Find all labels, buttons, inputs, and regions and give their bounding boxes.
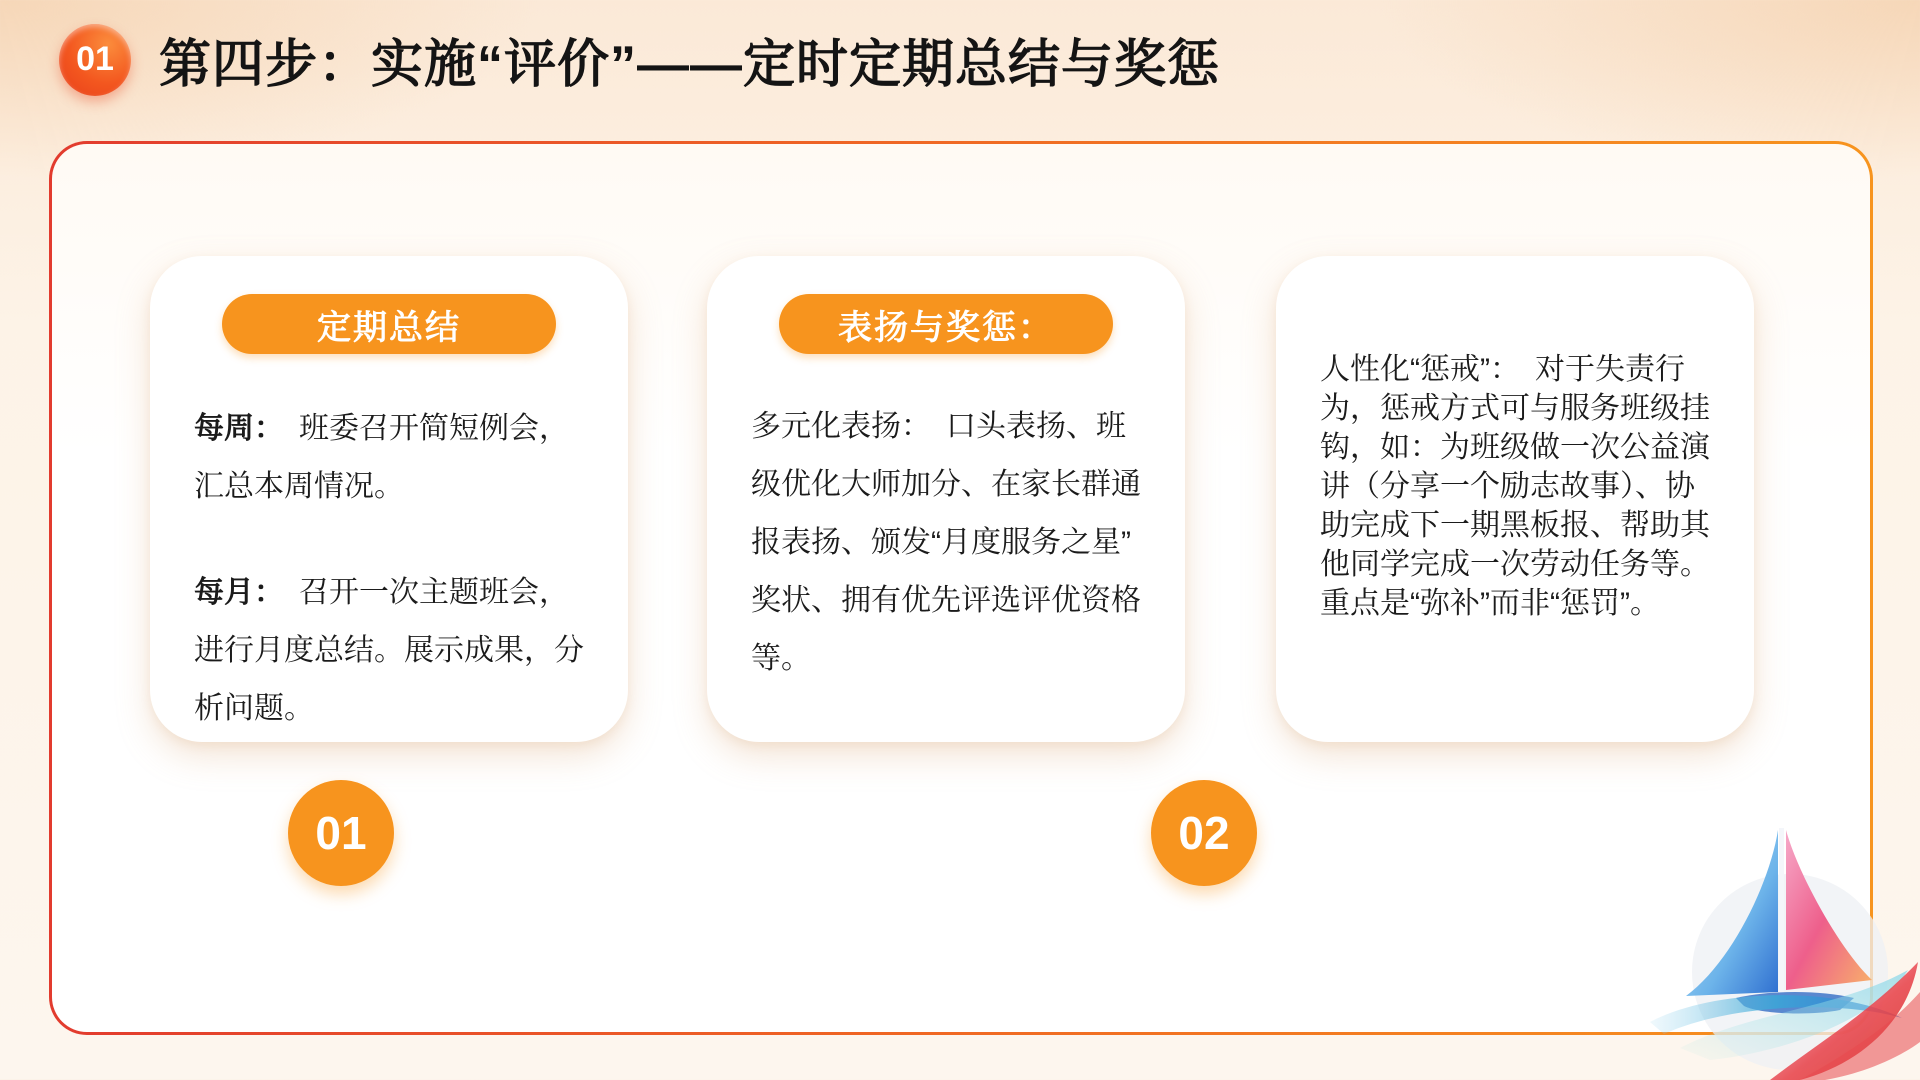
paragraph-text: 班委召开简短例会，汇总本周情况。 xyxy=(194,412,569,503)
paragraph-discipline: 人性化“惩戒”： 对于失责行为，惩戒方式可与服务班级挂钩，如：为班级做一次公益演讲（分享一个励志故事）、协助完成下一期黑板报、帮助其他同学完成一次劳动任务等。重点是“弥补”而非“惩罚”。 xyxy=(1320,353,1710,620)
card-title-pill: 表扬与奖惩： xyxy=(779,294,1113,354)
card-body xyxy=(751,398,1141,688)
card-number-badge-02: 02 xyxy=(1151,780,1257,886)
content-panel xyxy=(52,144,1870,1032)
card-number-badge-01: 01 xyxy=(288,780,394,886)
card-praise-rewards xyxy=(707,256,1185,742)
step-number-badge: 01 xyxy=(59,24,131,96)
card-body xyxy=(194,400,584,738)
paragraph-praise: 多元化表扬： 口头表扬、班级优化大师加分、在家长群通报表扬、颁发“月度服务之星”奖状、拥有优先评选评优资格等。 xyxy=(751,410,1141,675)
card-humane-discipline xyxy=(1276,256,1754,742)
page-title: 第四步：实施“评价”——定时定期总结与奖惩 xyxy=(159,36,1221,94)
content-panel-border xyxy=(49,141,1873,1035)
card-title-pill: 定期总结 xyxy=(222,294,556,354)
card-regular-summary xyxy=(150,256,628,742)
paragraph-text: 召开一次主题班会，进行月度总结。展示成果，分析问题。 xyxy=(194,576,584,725)
paragraph-label: 每周： xyxy=(194,412,269,445)
card-body xyxy=(1320,350,1710,623)
paragraph-label: 每月： xyxy=(194,576,269,609)
sailboat-logo-icon xyxy=(1640,812,1920,1080)
paragraph-monthly xyxy=(194,564,584,738)
paragraph-weekly xyxy=(194,400,584,516)
slide-header xyxy=(59,22,1220,97)
